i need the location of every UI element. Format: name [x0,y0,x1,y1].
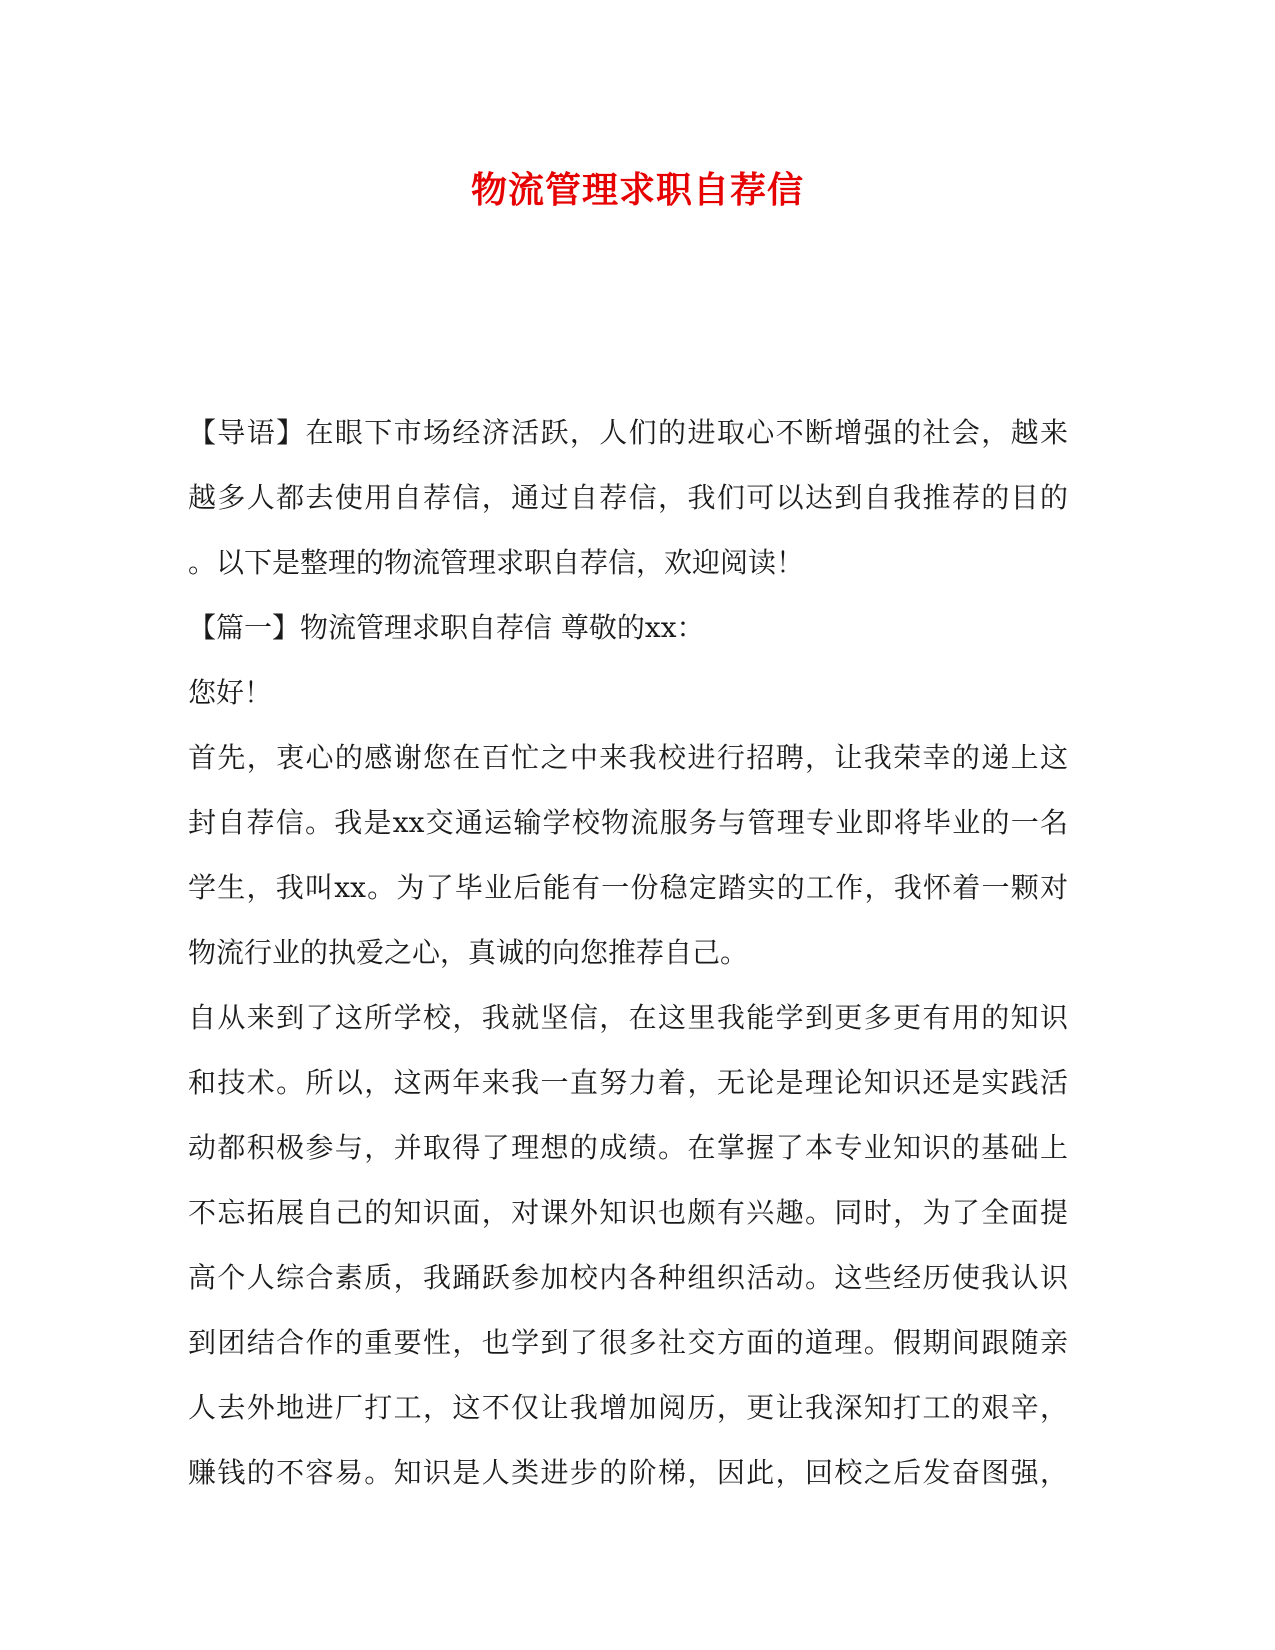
document-title: 物流管理求职自荐信 [470,169,804,211]
paragraph-line: 和技术。所以，这两年来我一直努力着，无论是理论知识还是实践活 [188,1066,1068,1099]
paragraph-line: 自从来到了这所学校，我就坚信，在这里我能学到更多更有用的知识 [188,1001,1068,1034]
paragraph-line: 人去外地进厂打工，这不仅让我增加阅历，更让我深知打工的艰辛， [188,1391,1068,1424]
paragraph-line: 封自荐信。我是xx交通运输学校物流服务与管理专业即将毕业的一名 [188,806,1068,839]
section-heading-line: 【篇一】物流管理求职自荐信 尊敬的xx： [188,611,705,644]
greeting-line: 您好！ [188,676,273,709]
paragraph-line: 到团结合作的重要性，也学到了很多社交方面的道理。假期间跟随亲 [188,1326,1068,1359]
paragraph-line: 不忘拓展自己的知识面，对课外知识也颇有兴趣。同时，为了全面提 [188,1196,1068,1229]
paragraph-line: 赚钱的不容易。知识是人类进步的阶梯，因此，回校之后发奋图强， [188,1456,1068,1489]
paragraph-line: 高个人综合素质，我踊跃参加校内各种组织活动。这些经历使我认识 [188,1261,1068,1294]
paragraph-line: 首先，衷心的感谢您在百忙之中来我校进行招聘，让我荣幸的递上这 [188,741,1068,774]
paragraph-line: 越多人都去使用自荐信，通过自荐信，我们可以达到自我推荐的目的 [188,481,1068,514]
paragraph-line: 【导语】在眼下市场经济活跃，人们的进取心不断增强的社会，越来 [188,416,1068,449]
paragraph-line: 。以下是整理的物流管理求职自荐信，欢迎阅读！ [188,546,805,579]
paragraph-line: 学生，我叫xx。为了毕业后能有一份稳定踏实的工作，我怀着一颗对 [188,871,1068,904]
paragraph-line: 物流行业的执爱之心，真诚的向您推荐自己。 [188,936,749,969]
document-body [188,400,1068,1505]
paragraph-line: 动都积极参与，并取得了理想的成绩。在掌握了本专业知识的基础上 [188,1131,1068,1164]
